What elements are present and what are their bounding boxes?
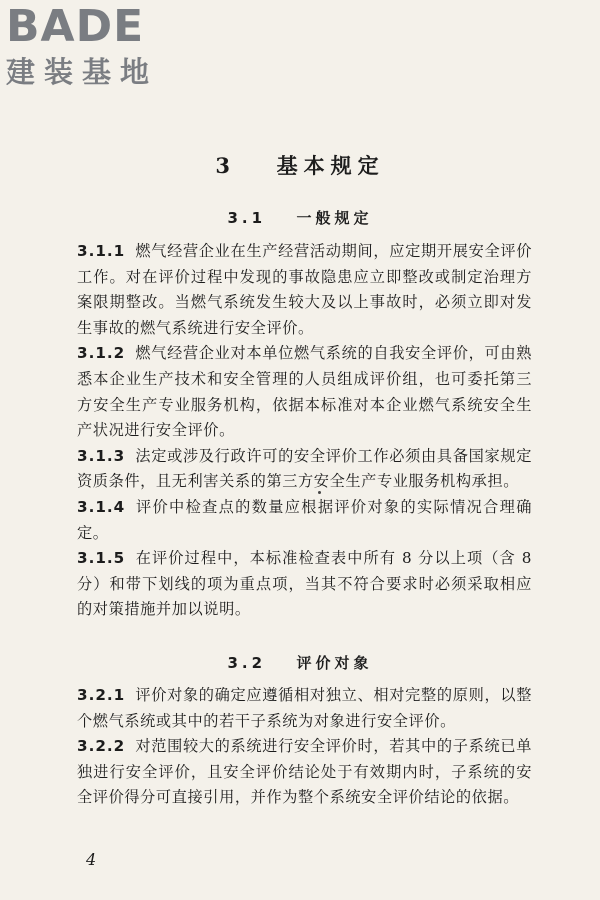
chapter-number: 3 bbox=[215, 153, 236, 178]
clause-3-1-3 bbox=[77, 444, 532, 495]
clause-3-1-1 bbox=[77, 239, 532, 341]
chapter-title bbox=[0, 150, 600, 180]
section-name: 评价对象 bbox=[296, 654, 373, 672]
clause-text: 对范围较大的系统进行安全评价时，若其中的子系统已单独进行安全评价，且安全评价结论处于有效期内时，子系统的安全评价得分可直接引用，并作为整个系统安全评价结论的依据。 bbox=[77, 737, 532, 807]
chapter-name: 基本规定 bbox=[276, 153, 385, 178]
section-title-3-1 bbox=[0, 207, 600, 228]
print-speck bbox=[318, 491, 321, 494]
clause-number: 3.1.3 bbox=[77, 446, 126, 465]
section-body-3-2 bbox=[77, 683, 532, 811]
clause-3-2-1 bbox=[77, 683, 532, 734]
logo-subtitle: 建装基地 bbox=[6, 55, 159, 89]
clause-3-2-2 bbox=[77, 734, 532, 811]
clause-number: 3.1.5 bbox=[77, 549, 126, 568]
section-number: 3.1 bbox=[227, 209, 267, 227]
clause-text: 燃气经营企业对本单位燃气系统的自我安全评价，可由熟悉本企业生产技术和安全管理的人员组成评价组，也可委托第三方安全生产专业服务机构，依据本标准对本企业燃气系统安全生产状况进行安全评价。 bbox=[77, 344, 532, 440]
section-number: 3.2 bbox=[227, 654, 267, 672]
clause-text: 评价中检查点的数量应根据评价对象的实际情况合理确定。 bbox=[77, 497, 532, 542]
clause-number: 3.1.2 bbox=[77, 344, 126, 363]
clause-number: 3.1.1 bbox=[77, 242, 126, 260]
clause-text: 在评价过程中，本标准检查表中所有 8 分以上项（含 8 分）和带下划线的项为重点项，当其不符合要求时必须采取相应的对策措施并加以说明。 bbox=[77, 549, 532, 619]
clause-3-1-5 bbox=[77, 546, 532, 623]
section-name: 一般规定 bbox=[296, 209, 373, 227]
logo-mark: BADE bbox=[6, 1, 145, 52]
clause-number: 3.2.2 bbox=[77, 737, 126, 756]
bade-logo bbox=[6, 1, 176, 94]
clause-text: 燃气经营企业在生产经营活动期间，应定期开展安全评价工作。对在评价过程中发现的事故隐患应立即整改或制定治理方案限期整改。当燃气系统发生较大及以上事故时，必须立即对发生事故的燃气系统进行安全评价。 bbox=[77, 242, 532, 337]
clause-text: 法定或涉及行政许可的安全评价工作必须由具备国家规定资质条件，且无利害关系的第三方安全生产专业服务机构承担。 bbox=[77, 446, 532, 491]
clause-number: 3.2.1 bbox=[77, 686, 126, 704]
clause-text: 评价对象的确定应遵循相对独立、相对完整的原则，以整个燃气系统或其中的若干子系统为对象进行安全评价。 bbox=[77, 686, 532, 730]
clause-3-1-4 bbox=[77, 495, 532, 546]
clause-number: 3.1.4 bbox=[77, 497, 126, 516]
page-number: 4 bbox=[86, 850, 97, 869]
clause-3-1-2 bbox=[77, 341, 532, 443]
section-body-3-1 bbox=[77, 239, 532, 623]
section-title-3-2 bbox=[0, 652, 600, 673]
